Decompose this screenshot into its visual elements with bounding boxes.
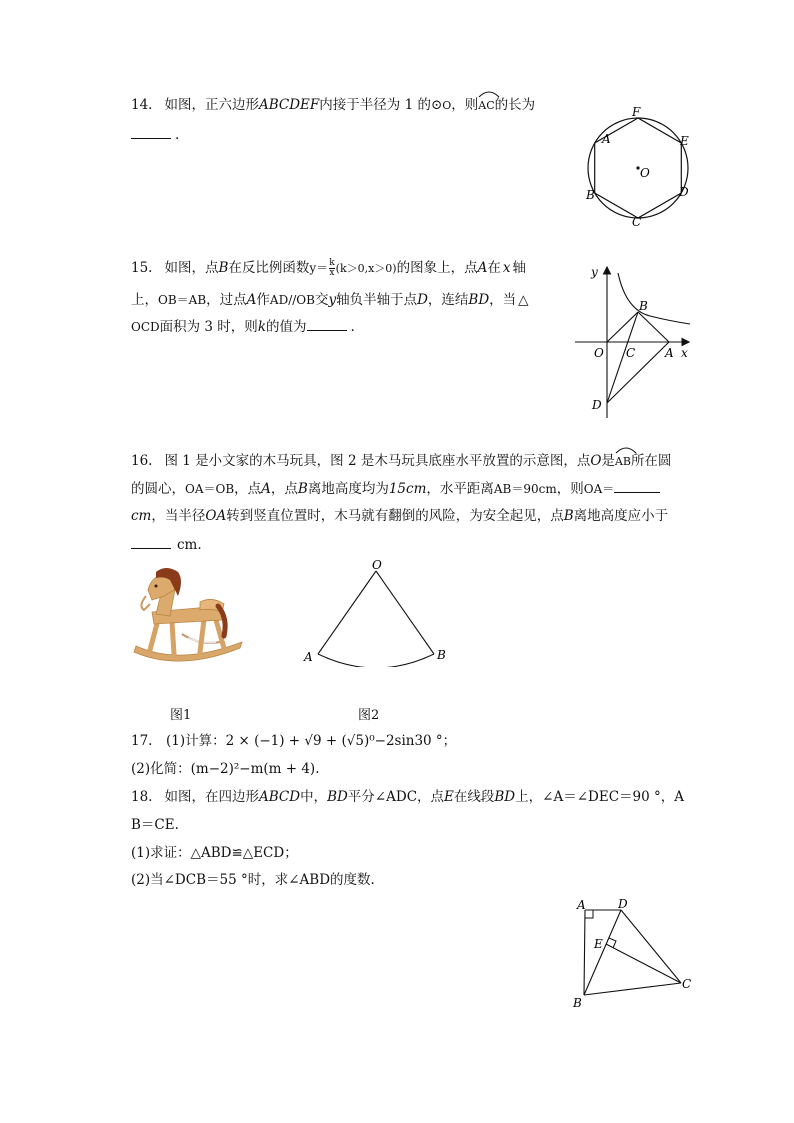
right-angle-mark-A <box>585 910 593 918</box>
q14-text: 的长为 <box>494 97 536 113</box>
q16-text: B <box>297 481 308 497</box>
q15-text: 的图象上，点 <box>396 260 478 276</box>
q18-text: ABCD <box>258 789 301 805</box>
q15-function: y＝ <box>309 261 329 275</box>
q14-text: 如图，正六边形 <box>164 97 259 113</box>
q16-text: B <box>563 508 574 524</box>
hyperbola-figure <box>570 258 700 428</box>
segment-DC <box>621 910 681 983</box>
label-O: O <box>594 346 604 360</box>
q14-polygon-name: ABCDEF <box>258 97 320 113</box>
q15-text: A <box>246 292 257 308</box>
arc-symbol-icon <box>615 446 637 454</box>
q15-text: 作 <box>256 292 270 308</box>
q16-line-4 <box>131 536 202 554</box>
q16-text: 离地高度应小于 <box>573 508 669 524</box>
q15-text: x <box>502 260 511 276</box>
q16-text: O <box>590 453 602 469</box>
q15-text: D <box>417 292 428 308</box>
q16-text: ，水平距离 <box>426 481 494 497</box>
q16-text: OA＝OB <box>185 482 235 496</box>
q17-line-2: (2)化简：(m−2)²−m(m + 4). <box>131 761 320 777</box>
radius-OA <box>318 571 376 654</box>
q16-text: 是 <box>601 453 615 469</box>
label-D: D <box>679 185 689 199</box>
q15-fraction: $\frac{k}{x}$ <box>329 258 335 278</box>
hexagon-figure <box>570 95 700 235</box>
q14-text: 内接于半径为 1 的 <box>319 97 431 113</box>
q14-arc-ac: AC <box>478 96 494 115</box>
q15-text: △ <box>518 292 529 308</box>
segment-AB <box>584 910 585 995</box>
q15-condition: (k＞0,x＞0) <box>335 262 397 275</box>
q16-arc-ab: AB <box>615 452 631 471</box>
q18-text: 平分∠ADC，点 <box>347 789 445 805</box>
q16-text: 离地高度均为 <box>307 481 389 497</box>
q15-text: ，当 <box>489 292 517 308</box>
segment-EC <box>606 944 681 983</box>
q18-line-4: (2)当∠DCB＝55 °时，求∠ABD的度数. <box>131 872 375 888</box>
q15-text: 在反比例函数 <box>228 260 310 276</box>
label-F: F <box>632 105 641 119</box>
label-D: D <box>618 897 628 911</box>
q16-text: 转到竖直位置时，木马就有翻倒的风险，为安全起见，点 <box>226 508 564 524</box>
label-A: A <box>304 650 313 664</box>
hyperbola-curve <box>618 273 690 324</box>
label-E: E <box>680 134 689 148</box>
label-A: A <box>577 898 586 912</box>
q14-number: 14. <box>131 97 153 113</box>
q18-number: 18. <box>131 789 153 805</box>
figure-1-caption: 图1 <box>170 708 192 723</box>
label-E: E <box>594 937 603 951</box>
segment-BC <box>584 983 681 995</box>
q14-text: ，则 <box>451 97 479 113</box>
q15-line-3 <box>131 318 355 336</box>
q16-text: 图 1 是小文家的木马玩具，图 2 是木马玩具底座水平放置的示意图，点 <box>164 453 591 469</box>
q15-text: 如图，点 <box>164 260 219 276</box>
q15-text: k <box>257 319 266 335</box>
q15-text: 的值为 <box>266 319 307 335</box>
q18-text: 如图，在四边形 <box>164 789 259 805</box>
label-O: O <box>640 166 650 180</box>
q16-line-1 <box>131 452 671 471</box>
q15-number: 15. <box>131 260 153 276</box>
q15-text: OB＝AB <box>158 293 207 307</box>
q16-text: OA <box>205 508 227 524</box>
label-x: x <box>681 346 688 360</box>
label-B: B <box>573 996 582 1010</box>
q18-line-2: B＝CE. <box>131 817 179 833</box>
q16-text: cm. <box>177 537 202 553</box>
q17-line-1: 17. (1)计算：2 × (−1) + √9 + (√5)⁰−2sin30 °； <box>131 733 457 749</box>
q16-text: 的圆心， <box>131 481 185 497</box>
q16-line-3 <box>131 507 668 525</box>
q15-line-1 <box>131 259 526 278</box>
label-C: C <box>682 977 692 991</box>
q15-text: A <box>477 260 488 276</box>
q18-text: 中， <box>300 789 328 805</box>
q16-answer-blank-1 <box>614 480 660 493</box>
q18-text: E <box>444 789 454 805</box>
q15-text: 轴 <box>512 260 526 276</box>
q18-text: 在线段 <box>453 789 495 805</box>
q15-text: 上， <box>131 292 158 308</box>
segment-AD <box>607 342 669 403</box>
q15-text: B <box>218 260 229 276</box>
label-O: O <box>372 558 382 572</box>
q15-text: OCD <box>131 320 160 334</box>
q15-text: BD <box>468 292 490 308</box>
label-C: C <box>632 215 642 229</box>
q16-text: ，点 <box>270 481 298 497</box>
q15-text: 交 <box>314 292 329 308</box>
q16-text: 15cm <box>388 481 427 497</box>
segment-BD <box>584 910 621 995</box>
q18-line-3: (1)求证：△ABD≌△ECD； <box>131 845 298 861</box>
arc-AB <box>318 654 434 667</box>
quadrilateral-figure <box>570 895 700 1015</box>
q14-line-1 <box>131 96 535 115</box>
label-B: B <box>639 299 648 313</box>
q16-text: ，点 <box>234 481 262 497</box>
label-A: A <box>665 346 674 360</box>
label-B: B <box>437 648 446 662</box>
q15-text: ，连结 <box>427 292 469 308</box>
q14-line-2: . <box>131 126 179 144</box>
q16-text: OA＝ <box>583 482 615 496</box>
q14-answer-blank <box>131 126 171 139</box>
q15-answer-blank <box>307 318 347 331</box>
label-B: B <box>586 188 595 202</box>
q15-text: y <box>328 292 337 308</box>
q16-text: cm <box>131 508 152 524</box>
q16-line-2 <box>131 480 660 498</box>
q15-line-2 <box>131 291 529 309</box>
label-A: A <box>602 132 611 146</box>
q16-text: ，当半径 <box>151 508 206 524</box>
q16-text: AB＝90cm <box>493 482 557 496</box>
q15-text: AD//OB <box>269 293 315 307</box>
label-D: D <box>592 398 602 412</box>
arc-symbol-icon <box>478 90 500 98</box>
q18-text: 上，∠A＝∠DEC＝90 °，A <box>515 789 684 805</box>
q16-answer-blank-2 <box>131 536 171 549</box>
figure-2-caption: 图2 <box>358 708 380 723</box>
q15-text: 轴负半轴于点 <box>336 292 418 308</box>
circle-symbol: ⊙ <box>430 97 443 113</box>
label-y: y <box>591 265 598 279</box>
q18-line-1 <box>131 788 684 806</box>
radius-OB <box>376 571 434 654</box>
sector-figure <box>296 557 456 667</box>
rocking-horse-image <box>130 562 245 664</box>
label-C: C <box>626 346 636 360</box>
q15-text: 在 <box>487 260 501 276</box>
q18-text: BD <box>327 789 348 805</box>
q15-text: 面积为 3 时，则 <box>159 319 258 335</box>
q14-circle-name: O <box>442 99 452 112</box>
q16-number: 16. <box>131 453 153 469</box>
q18-text: BD <box>494 789 516 805</box>
q15-text: ，过点 <box>206 292 247 308</box>
q16-text: ，则 <box>556 481 584 497</box>
q15-text: . <box>350 319 355 335</box>
q16-text: A <box>261 481 271 497</box>
q16-text: 所在圆 <box>630 453 672 469</box>
